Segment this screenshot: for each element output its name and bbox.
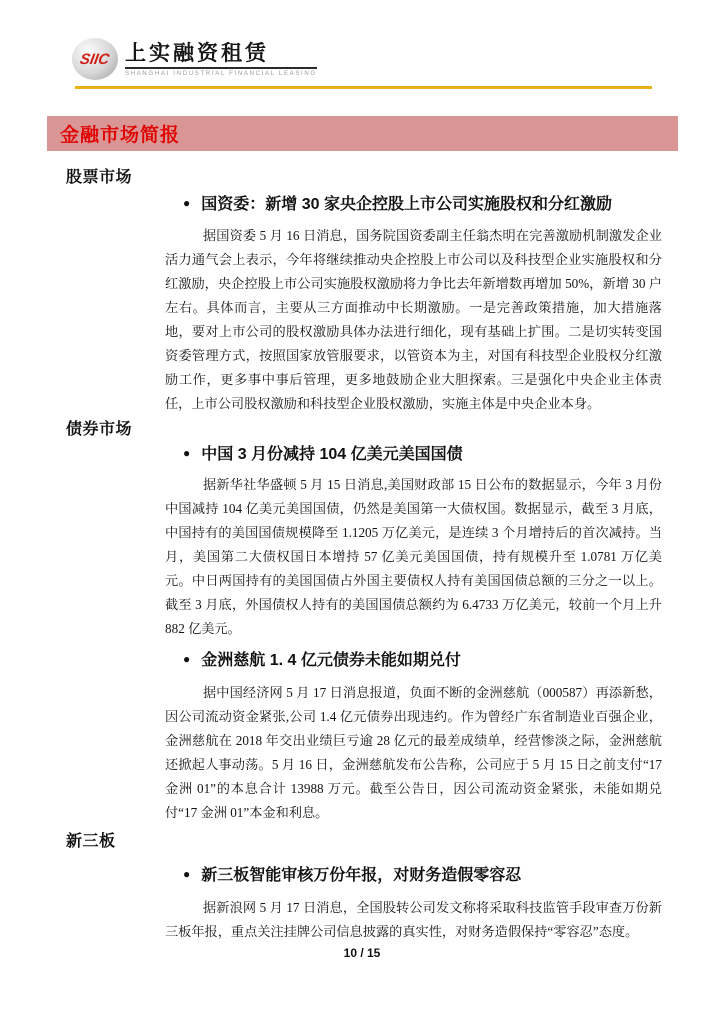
siic-logo-text: SIIC (78, 50, 112, 68)
siic-globe-icon (72, 38, 118, 80)
company-name-en: SHANGHAI INDUSTRIAL FINANCIAL LEASING (125, 71, 317, 78)
headline-text: 国资委：新增 30 家央企控股上市公司实施股权和分红激励 (201, 196, 612, 213)
news-headline-item (183, 441, 463, 464)
news-body-text: 据国资委 5 月 16 日消息，国务院国资委副主任翁杰明在完善激励机制激发企业活力通气会上表示，今年将继续推动央企控股上市公司以及科技型企业实施股权和分红激励，央企控股上市公司实施股权激励将力争比去年新增数再增加 50%，新增 30 户左右。具体而言，主要从三方面推动中长期激励。一是完善政策措施，加大措施落地，要对上市公司的股权激励具体办法进行细化，现有基础上扩围。二是切实转变国资委管理方式，按照国家放管服要求，以管资本为主，对国有科技型企业股权分红激励工作，更多事中事后管理，更多地鼓励企业大胆探索。三是强化中央企业主体责任，上市公司股权激励和科技型企业股权激励，实施主体是中央企业本身。 (165, 228, 662, 411)
section-heading-stock-market: 股票市场 (66, 169, 133, 186)
news-body-text: 据中国经济网 5 月 17 日消息报道，负面不断的金洲慈航（000587）再添新愁，因公司流动资金紧张,公司 1.4 亿元债券出现违约。作为曾经广东省制造业百强企业，金洲慈航在 2018 年交出业绩巨亏逾 28 亿元的最差成绩单，经营惨淡之际，金洲慈航还掀起人事动荡。5 月 16 日，金洲慈航发布公告称，公司应于 5 月 15 日之前支付“17 金洲 01”的本息合计 13988 万元。截至公告日，因公司流动资金紧张，未能如期兑付“17 金洲 01”本金和利息。 (165, 685, 662, 820)
company-logo (72, 38, 317, 80)
headline-text: 中国 3 月份减持 104 亿美元美国国债 (201, 446, 463, 463)
bullet-icon: ● (183, 651, 191, 666)
news-body-text: 据新华社华盛顿 5 月 15 日消息,美国财政部 15 日公布的数据显示，今年 3 月份中国减持 104 亿美元美国国债，仍然是美国第一大债权国。数据显示，截至 3 月底，中国持有的美国国债规模降至 1.1205 万亿美元，是连续 3 个月增持后的首次减持。当月，美国第二大债权国日本增持 57 亿美元美国国债，持有规模升至 1.0781 万亿美元。中日两国持有的美国国债占外国主要债权人持有美国国债总额的三分之一以上。截至 3 月底，外国债权人持有的美国国债总额约为 6.4733 万亿美元，较前一个月上升 882 亿美元。 (165, 477, 662, 636)
headline-text: 金洲慈航 1. 4 亿元债券未能如期兑付 (201, 652, 461, 669)
news-headline-item (183, 647, 461, 670)
section-heading-neeq: 新三板 (66, 833, 116, 850)
report-title: 金融市场简报 (60, 125, 181, 146)
news-headline-item (183, 191, 612, 214)
company-name-block (125, 38, 317, 77)
bullet-icon: ● (183, 866, 191, 881)
bullet-icon: ● (183, 445, 191, 460)
news-body-text: 据新浪网 5 月 17 日消息，全国股转公司发文称将采取科技监管手段审查万份新三板年报，重点关注挂牌公司信息披露的真实性，对财务造假保持“零容忍”态度。 (165, 900, 662, 939)
company-name-cn: 上实融资租赁 (125, 42, 317, 69)
news-headline-item (183, 862, 521, 885)
section-heading-bond-market: 债券市场 (66, 421, 133, 438)
gold-divider (75, 86, 652, 89)
headline-text: 新三板智能审核万份年报，对财务造假零容忍 (201, 867, 522, 884)
report-title-bar (47, 116, 678, 151)
page-number: 10 / 15 (343, 946, 381, 960)
bullet-icon: ● (183, 195, 191, 210)
